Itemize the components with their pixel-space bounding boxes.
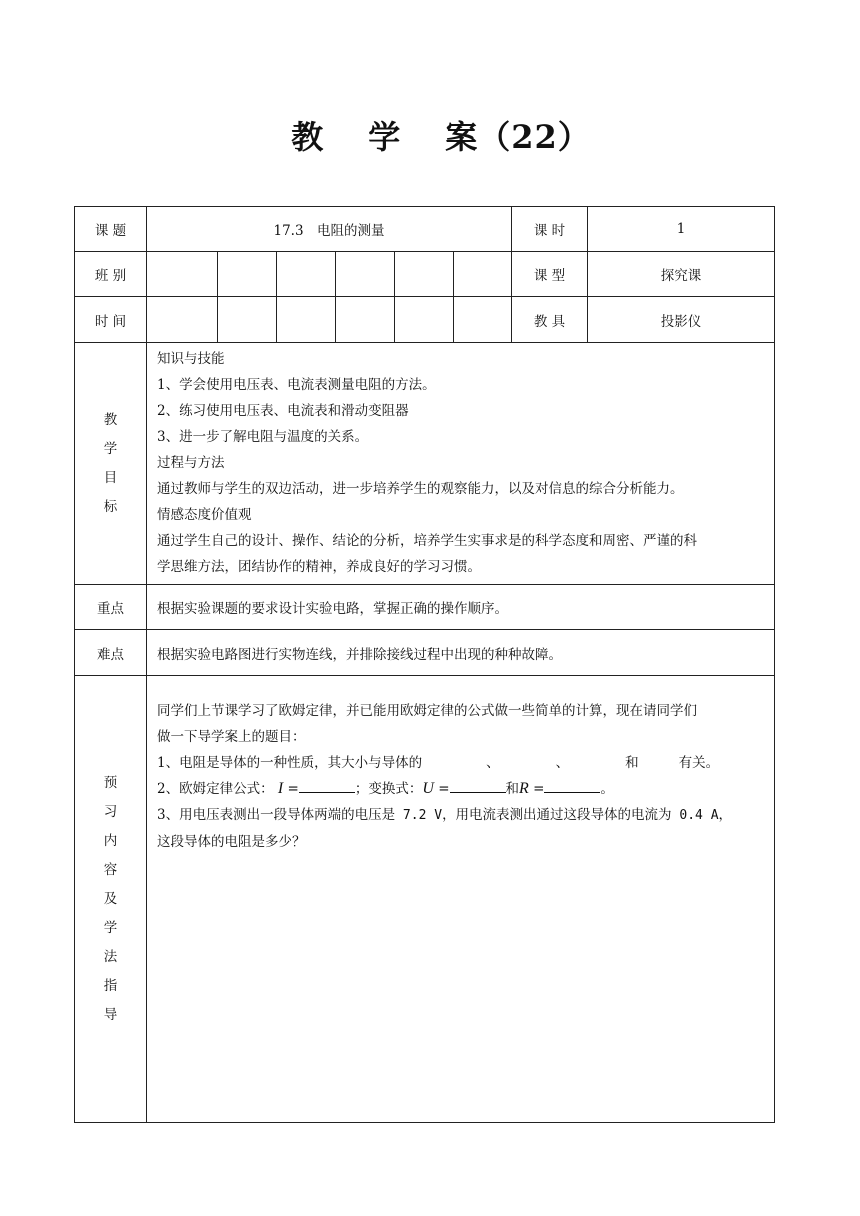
q2-end: 。	[600, 781, 614, 797]
row-preview	[75, 676, 775, 1123]
topic-label: 课 题	[75, 207, 147, 252]
hours-value: 1	[588, 207, 775, 252]
objectives-label	[75, 343, 147, 585]
answer-blank-i[interactable]	[299, 778, 355, 793]
q1-sep: 、	[486, 755, 500, 771]
objective-line: 通过教师与学生的双边活动，进一步培养学生的观察能力，以及对信息的综合分析能力。	[157, 481, 684, 497]
objective-line: 2、练习使用电压表、电流表和滑动变阻器	[157, 403, 409, 419]
current-value: 0.4 A	[671, 808, 719, 823]
objectives-label-char: 目	[103, 469, 118, 486]
q1-text: 1、电阻是导体的一种性质，其大小与导体的	[157, 755, 423, 771]
question-2	[157, 776, 764, 802]
q2-text: ；变换式：	[354, 781, 423, 797]
objectives-content	[147, 343, 775, 585]
preview-label-char: 容	[103, 861, 118, 878]
objective-line: 通过学生自己的设计、操作、结论的分析，培养学生实事求是的科学态度和周密、严谨的科	[157, 533, 697, 549]
title-char-3: 案（22）	[445, 118, 591, 156]
objective-line: 3、进一步了解电阻与温度的关系。	[157, 429, 369, 445]
class-cell-5	[395, 252, 454, 297]
answer-blank-r[interactable]	[544, 778, 600, 793]
equals-sign: =	[287, 781, 299, 797]
row-topic	[75, 207, 775, 252]
time-cell-1	[147, 297, 218, 343]
time-cell-6	[454, 297, 512, 343]
voltage-value: 7.2 V	[395, 808, 443, 823]
class-cell-2	[218, 252, 277, 297]
difficulty-text: 根据实验电路图进行实物连线，并排除接线过程中出现的种种故障。	[147, 630, 775, 676]
time-label: 时 间	[75, 297, 147, 343]
objectives-label-char: 标	[103, 498, 118, 515]
type-label: 课 型	[512, 252, 588, 297]
preview-label	[75, 676, 147, 1123]
question-3-line-2: 这段导体的电阻是多少？	[157, 834, 306, 850]
objective-line: 知识与技能	[157, 351, 225, 367]
objective-line: 学思维方法，团结协作的精神，养成良好的学习习惯。	[157, 559, 481, 575]
q3-text: ，用电流表测出通过这段导体的电流为	[442, 807, 672, 823]
key-point-text: 根据实验课题的要求设计实验电路，掌握正确的操作顺序。	[147, 585, 775, 630]
lesson-plan-table	[74, 206, 775, 1123]
preview-label-char: 预	[103, 774, 118, 791]
objective-line: 过程与方法	[157, 455, 225, 471]
preview-label-char: 学	[103, 919, 118, 936]
preview-label-char: 指	[103, 977, 118, 994]
q1-sep: 、	[555, 755, 570, 771]
row-time	[75, 297, 775, 343]
row-key-point	[75, 585, 775, 630]
type-value: 探究课	[588, 252, 775, 297]
objectives-label-char: 教	[103, 411, 118, 428]
preview-label-char: 法	[103, 948, 118, 965]
q1-sep: 和	[625, 755, 639, 771]
page-title	[0, 112, 860, 158]
q2-and: 和	[505, 781, 519, 797]
formula-i: I	[277, 780, 284, 797]
formula-r: R	[519, 780, 529, 797]
preview-label-char: 内	[103, 832, 118, 849]
row-difficulty	[75, 630, 775, 676]
q1-end: 有关。	[678, 755, 720, 771]
class-cell-3	[277, 252, 336, 297]
row-class	[75, 252, 775, 297]
preview-label-char: 习	[103, 803, 118, 820]
time-cell-3	[277, 297, 336, 343]
q2-text: 2、欧姆定律公式：	[157, 781, 274, 797]
hours-label: 课 时	[512, 207, 588, 252]
row-objectives	[75, 343, 775, 585]
preview-content	[147, 676, 775, 1123]
title-char-1: 教	[291, 118, 325, 156]
class-cell-1	[147, 252, 218, 297]
preview-label-char: 及	[103, 890, 118, 907]
time-cell-5	[395, 297, 454, 343]
question-3	[157, 802, 764, 829]
objective-line: 情感态度价值观	[157, 507, 252, 523]
equals-sign: =	[533, 781, 545, 797]
tools-value: 投影仪	[588, 297, 775, 343]
formula-u: U	[422, 780, 434, 797]
topic-value: 17.3 电阻的测量	[147, 207, 512, 252]
tools-label: 教 具	[512, 297, 588, 343]
class-label: 班 别	[75, 252, 147, 297]
q3-text: 3、用电压表测出一段导体两端的电压是	[157, 807, 396, 823]
preview-label-char: 导	[103, 1006, 118, 1023]
q3-text: ，	[718, 807, 733, 823]
key-point-label: 重点	[75, 585, 147, 630]
equals-sign: =	[438, 781, 450, 797]
time-cell-2	[218, 297, 277, 343]
answer-blank-u[interactable]	[450, 778, 506, 793]
class-cell-4	[336, 252, 395, 297]
title-char-2: 学	[368, 118, 402, 156]
objective-line: 1、学会使用电压表、电流表测量电阻的方法。	[157, 377, 436, 393]
preview-intro-line: 做一下导学案上的题目：	[157, 729, 306, 745]
question-1	[157, 750, 764, 776]
objectives-label-char: 学	[103, 440, 118, 457]
difficulty-label: 难点	[75, 630, 147, 676]
preview-intro-line: 同学们上节课学习了欧姆定律，并已能用欧姆定律的公式做一些简单的计算，现在请同学们	[157, 703, 697, 719]
class-cell-6	[454, 252, 512, 297]
time-cell-4	[336, 297, 395, 343]
